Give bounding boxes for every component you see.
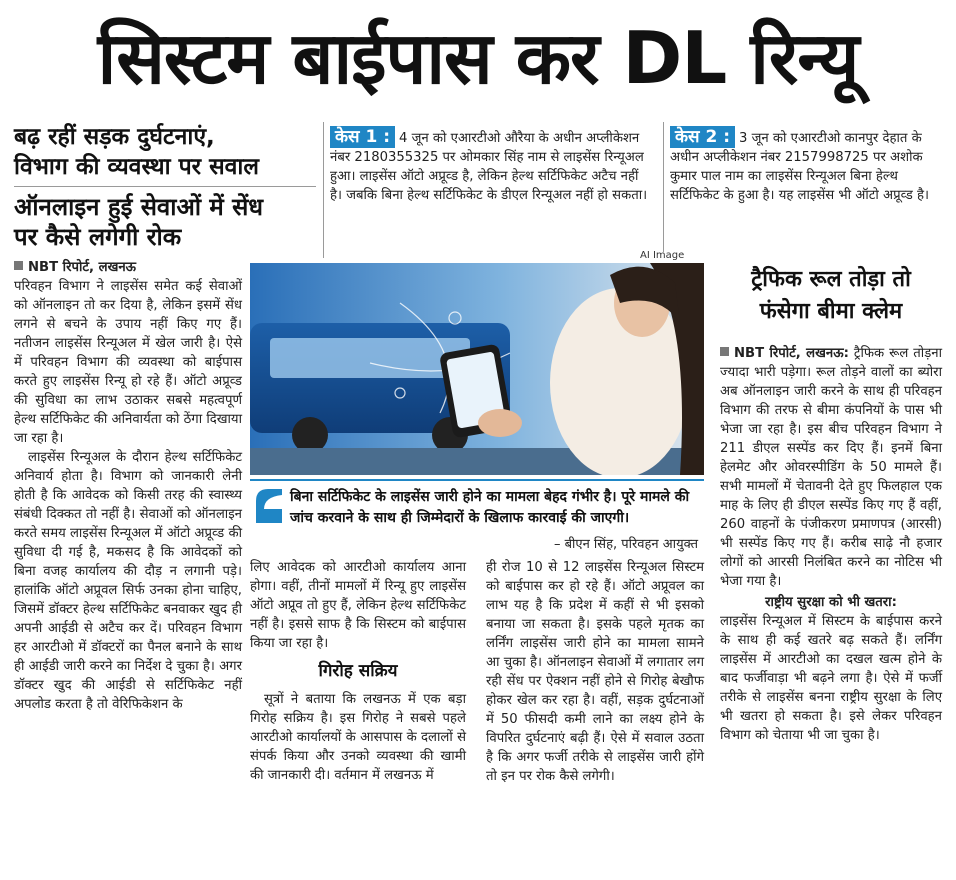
- case1-text: 4 जून को एआरटीओ औरैया के अधीन अप्लीकेशन नंबर 2180355325 पर ओमकार सिंह नाम से लाइसेंस रिन्यूअल हुआ। लाइसेंस ऑटो अप्रूव्ड है, लेकिन हेल्थ सर्टिफिकेट अटैच नहीं है। जबकि बिना हेल्थ सर्टिफिकेट के डीएल रिन्यूअल नहीं हो सकता।: [330, 131, 648, 203]
- case2-rule: [663, 122, 664, 252]
- column1-paragraph2: लाइसेंस रिन्यूअल के दौरान हेल्थ सर्टिफिकेट अनिवार्य होता है। विभाग को जानकारी लेनी होती है कि आवेदक को किसी तरह की स्वास्थ्य संबंधी दिक्कत तो नहीं है। सेवाओं को ऑनलाइन करते समय लाइसेंस रिन्यूअल में ऑटो अप्रूव्ड की सुविधा दी गई है, मकसद है कि आवेदकों को बिना वजह कार्यालय की दौड़ न लगानी पड़े। हालांकि ऑटो अप्रूवल सिर्फ उनका होना चाहिए, जिसमें डॉक्टर हेल्थ सर्टिफिकेट बनवाकर खुद ही अपनी आईडी से अटैच कर दें। परिवहन विभाग हर आरटीओ में डॉक्टरों का पैनल बनाने के साथ ही आईडी जारी करने का निर्देश दे चुका है। अगर डॉक्टर खुद की आईडी से सर्टिफिकेट नहीं अपलोड करता है तो वेरिफिकेशन के: [14, 450, 242, 712]
- square-bullet-icon: [14, 261, 23, 270]
- column2-paragraph1: लिए आवेदक को आरटीओ कार्यालय आना होगा। वहीं, तीनों मामलों में रिन्यू हुए लाइसेंस ऑटो अप्रूव तो हुए हैं, लेकिन हेल्थ सर्टिफिकेट नहीं है। इससे साफ है कि सिस्टम को बाईपास किया जा रहा है।: [250, 560, 466, 651]
- case2-label: केस 2 :: [670, 126, 735, 148]
- quote-attribution: – बीएन सिंह, परिवहन आयुक्त: [553, 537, 698, 552]
- sidebar-paragraph1: [720, 344, 942, 591]
- photo: [250, 263, 704, 475]
- sidebar-headline-line1: ट्रैफिक रूल तोड़ा तो: [751, 267, 911, 292]
- ai-image-label: AI Image: [640, 250, 685, 261]
- sidebar-body: [720, 344, 942, 745]
- column3-paragraph1: ही रोज 10 से 12 लाइसेंस रिन्यूअल सिस्टम को बाईपास कर हो रहे हैं। ऑटो अप्रूवल का लाभ यह है कि प्रदेश में कहीं से भी इसको बनाया जा सकता है। इसके पहले मृतक का लर्निंग लाइसेंस जारी होने का मामला सामने आ चुका है। ऑनलाइन सेवाओं में लगातार लग रही सेंध पर ऐक्शन नहीं होने से गिरोह बेखौफ होकर खेल कर रहा है। वहीं, सड़क दुर्घटनाओं में 50 फीसदी कमी लाने का लक्ष्य होने के विपरित दुर्घटनाएं बढ़ी हैं। ऐसे में सवाल उठता है कि अगर फर्जी तरीके से लाइसेंस जारी होंगे तो इन पर रोक कैसे लगेगी।: [486, 560, 704, 784]
- subhead-divider: [14, 186, 316, 187]
- byline1-text: NBT रिपोर्ट, लखनऊ: [28, 260, 137, 275]
- quote-box: [250, 479, 704, 555]
- byline1: [14, 258, 242, 277]
- sidebar-paragraph2: लाइसेंस रिन्यूअल में सिस्टम के बाईपास करने के साथ ही कई खतरे बढ़ सकते हैं। लर्निंग लाइसेंस में आरटीओ का दखल खत्म होने के बाद फर्जीवाड़ा भी बढ़ने लगा है। ऐसे में फर्जी तरीके से लाइसेंस बनना राष्ट्रीय सुरक्षा के लिए भी खतरा हो सकता है। इसे लेकर परिवहन विभाग को चेताया भी जा चुका है।: [720, 614, 942, 743]
- case1-label: केस 1 :: [330, 126, 395, 148]
- headline: सिस्टम बाईपास कर DL रिन्यू: [97, 16, 859, 100]
- case2: [670, 126, 932, 205]
- left-subhead-1: [14, 122, 314, 182]
- quote-text: बिना सर्टिफिकेट के लाइसेंस जारी होने का मामला बेहद गंभीर है। पूरे मामले की जांच करवाने के साथ ही जिम्मेदारों के खिलाफ कारवाई की जाएगी।: [290, 489, 690, 526]
- section-head-gang: गिरोह सक्रिय: [318, 661, 398, 681]
- case1-rule: [323, 122, 324, 258]
- column2-paragraph2: सूत्रों ने बताया कि लखनऊ में एक बड़ा गिरोह सक्रिय है। इस गिरोह ने सबसे पहले आरटीओ कार्यालयों के आसपास के दलालों से संपर्क किया और उनको व्यवस्था की खामी की जानकारी दी। वर्तमान में लखनऊ में: [250, 692, 466, 783]
- case2-text: 3 जून को एआरटीओ कानपुर देहात के अधीन अप्लीकेशन नंबर 2157998725 पर अशोक कुमार पाल नाम का लाइसेंस रिन्यूअल बिना हेल्थ सर्टिफिकेट के हुआ है। यह लाइसेंस भी ऑटो अप्रूव्ड है।: [670, 131, 930, 203]
- column1-paragraph1: परिवहन विभाग ने लाइसेंस समेत कई सेवाओं को ऑनलाइन तो कर दिया है, लेकिन इसमें सेंध लगने से बचने के उपाय नहीं किए गए हैं। नतीजन लाइसेंस रिन्यूअल में खेल जारी है। ऐसे में परिवहन विभाग की व्यवस्था को बाईपास करते हुए लाइसेंस रिन्यू हो रहे हैं। ऑटो अप्रूव्ड की सुविधा का लाभ उठाकर सबसे महत्वपूर्ण हेल्थ सर्टिफिकेट की अनिवार्यता को ठेंगा दिखाया जा रहा है।: [14, 279, 242, 446]
- column2: [250, 558, 466, 785]
- left-subhead-2-line1: ऑनलाइन हुई सेवाओं में सेंध: [14, 193, 264, 221]
- square-bullet-icon: [720, 347, 729, 356]
- left-subhead-1-line1: बढ़ रहीं सड़क दुर्घटनाएं,: [14, 124, 215, 150]
- column1: [14, 258, 242, 714]
- byline2: NBT रिपोर्ट, लखनऊ:: [734, 346, 849, 361]
- sidebar-headline-line2: फंसेगा बीमा क्लेम: [759, 299, 903, 324]
- case1: [330, 126, 650, 205]
- bus-phone-illustration: [250, 263, 704, 475]
- column3: [486, 558, 704, 786]
- left-subhead-2-line2: पर कैसे लगेगी रोक: [14, 223, 182, 251]
- sidebar-headline: [716, 264, 946, 328]
- sidebar-subhead: राष्ट्रीय सुरक्षा को भी खतरा:: [765, 595, 897, 610]
- left-subhead-1-line2: विभाग की व्यवस्था पर सवाल: [14, 154, 259, 180]
- quote-mark-icon: [254, 487, 284, 525]
- left-subhead-2: [14, 192, 324, 252]
- sidebar-paragraph1-text: ट्रैफिक रूल तोड़ना ज्यादा भारी पड़ेगा। रूल तोड़ने वालों का ब्योरा अब ऑनलाइन जारी करने के साथ ही परिवहन विभाग की तरफ से बीमा कंपनियों के पास भी भेजा जा रहा है। इस बीच परिवहन विभाग ने 211 डीएल सस्पेंड कर दिए हैं। इनमें बिना हेलमेट और ओवरस्पीडिंग के 50 मामले हैं। सभी मामलों में चेतावनी देते हुए फिलहाल एक माह के लिए ही डीएल सस्पेंड किए गए हैं वहीं, 260 वाहनों के पंजीकरण प्रमाणपत्र (आरसी) भी सस्पेंड किए गए हैं। करीब साढ़े नौ हजार लोगों को आरसी निलंबित करने का नोटिस भी भेजा गया है।: [720, 346, 942, 589]
